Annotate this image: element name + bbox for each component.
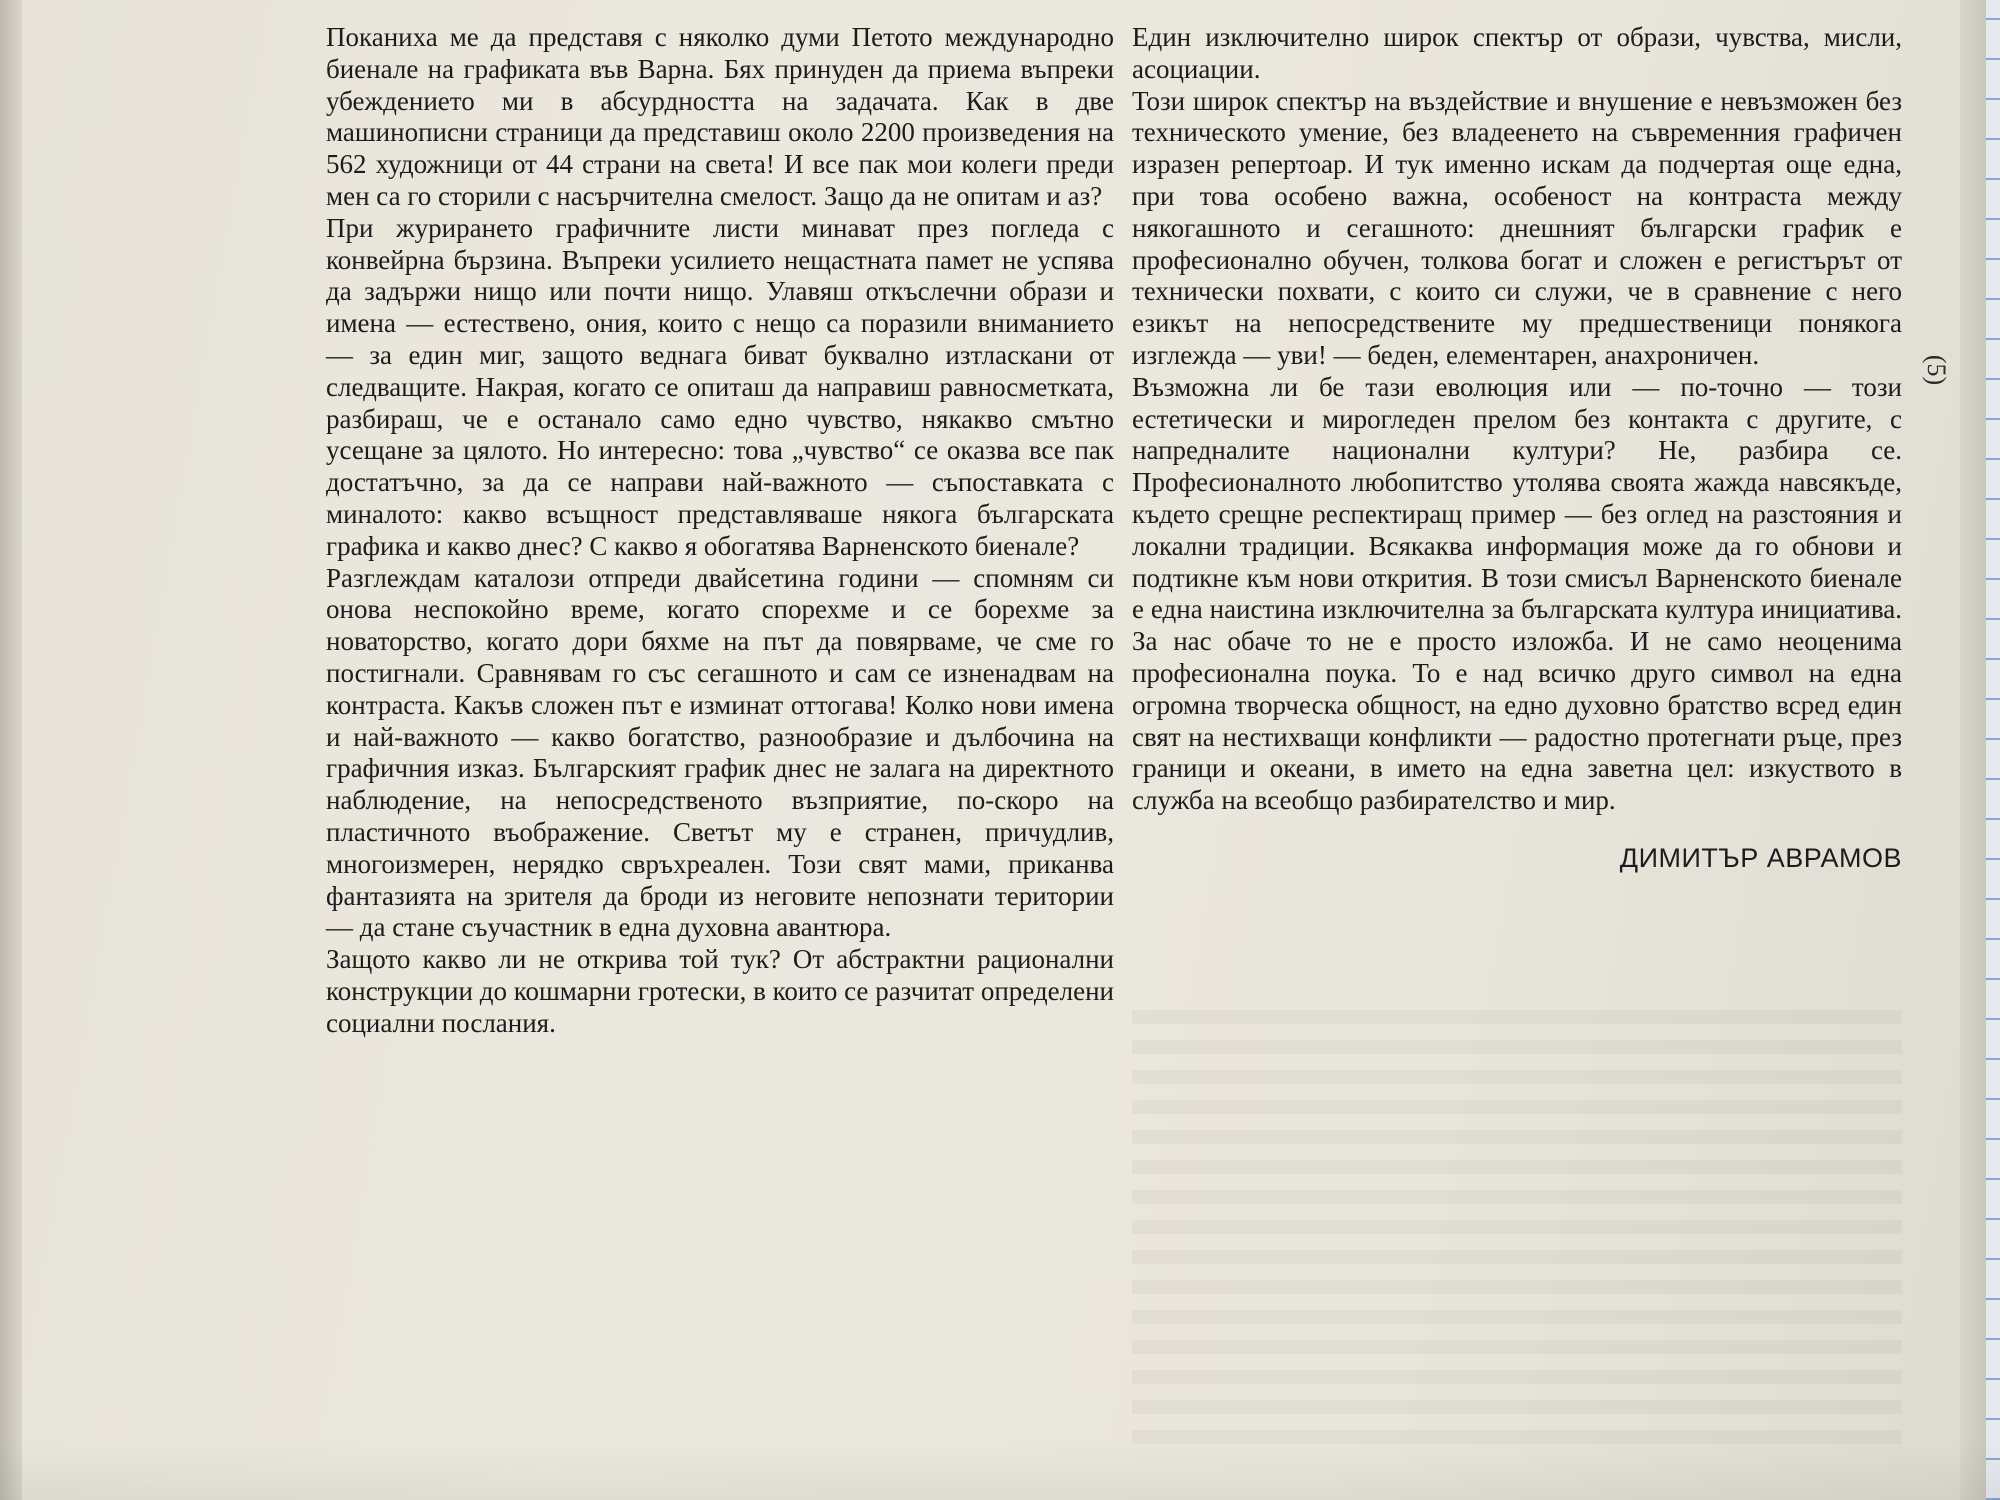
paragraph: Разглеждам каталози отпреди двайсетина години — спомням си онова неспокойно време, когато спорехме и се борехме за новаторство, когато дори бяхме на път да повярваме, че сме го постигнали. Сравнявам го със сегашното и сам се изненадвам на контраста. Какъв сложен път е изминат оттогава! Колко нови имена и най-важното — какво богатство, разнообразие и дълбочина на графичния изказ. Българският график днес не залага на директното наблюдение, на непосредственото възприятие, по-скоро на пластичното въображение. Светът му е странен, причудлив, многоизмерен, нерядко свръхреален. Този свят мами, приканва фантазията на зрителя да броди из неговите непознати територии — да стане съучастник в една духовна авантюра. <box>326 562 1114 943</box>
paragraph: Защото какво ли не открива той тук? От абстрактни рационални конструкции до кошмарни гротески, в които се разчитат определени социални послания. <box>326 944 1114 1038</box>
paragraph: Един изключително широк спектър от образи, чувства, мисли, асоциации. <box>1132 22 1902 84</box>
right-text-column <box>1132 22 1902 875</box>
paragraph: Този широк спектър на въздействие и внушение е невъзможен без техническото умение, без владеенето на съвременния графичен изразен репертоар. И тук именно искам да подчертая още една, при това особено важна, особеност на контраста между някогашното и сегашното: днешният български график е професионално обучен, толкова богат и сложен е регистърът от технически похвати, с които си служи, че в сравнение с него езикът на непосредствените му предшественици понякога изглежда — уви! — беден, елементарен, анахроничен. <box>1132 85 1902 370</box>
grid-paper-edge <box>1986 0 2000 1500</box>
page-number: (5) <box>1922 354 1951 386</box>
paragraph: Възможна ли бе тази еволюция или — по-точно — този естетически и мирогледен прелом без контакта с другите, с напредналите национални култури? Не, разбира се. Професионалното любопитство утолява своята жажда навсякъде, където срещне респектиращ пример — без оглед на разстояния и локални традиции. Всякаква информация може да го обнови и подтикне към нови открития. В този смисъл Варненското биенале е една наистина изключителна за българската култура инициатива. За нас обаче то не е просто изложба. И не само неоценима професионална поука. То е над всичко друго символ на една огромна творческа общност, на едно духовно братство всред един свят на нестихващи конфликти — радостно протегнати ръце, през граници и океани, в името на една заветна цел: изкуството в служба на всеобщо разбирателство и мир. <box>1132 371 1902 816</box>
left-text-column <box>326 22 1114 1040</box>
paragraph: Поканиха ме да представя с няколко думи Петото международно биенале на графиката във Варна. Бях принуден да приема въпреки убеждението ми в абсурдността на задачата. Как в две машинописни страници да представиш около 2200 произведения на 562 художници от 44 страни на света! И все пак мои колеги преди мен са го сторили с насърчителна смелост. Защо да не опитам и аз? <box>326 22 1114 211</box>
page-edge <box>1960 0 1986 1500</box>
author-signature: ДИМИТЪР АВРАМОВ <box>1619 842 1902 873</box>
paragraph: При журирането графичните листи минават през погледа с конвейрна бързина. Въпреки усилието нещастната памет не успява да задържи нищо или почти нищо. Улавяш откъслечни образи и имена — естествено, ония, които с нещо са поразили вниманието — за един миг, защото веднага биват буквално изтласкани от следващите. Накрая, когато се опиташ да направиш равносметката, разбираш, че е останало само едно чувство, някакво смътно усещане за цялото. Но интересно: това „чувство“ се оказва все пак достатъчно, за да се направи най-важното — съпоставката с миналото: какво всъщност представляваше някога българската графика и какво днес? С какво я обогатява Варненското биенале? <box>326 212 1114 561</box>
previous-page-edge <box>0 0 22 1500</box>
